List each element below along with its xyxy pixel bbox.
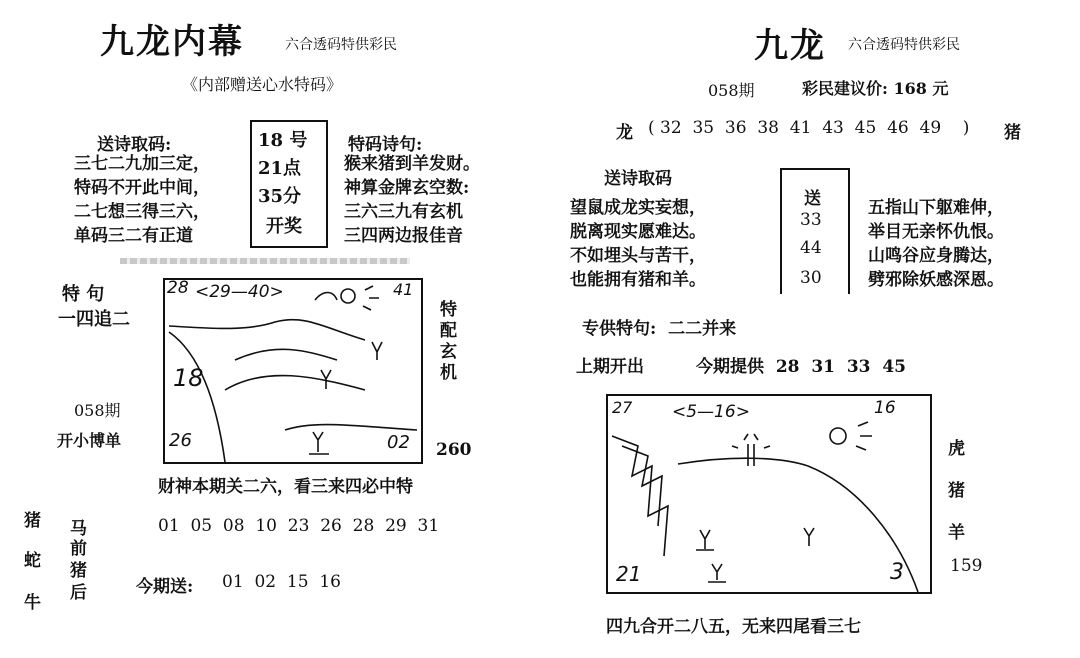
right-side-number: 159 (950, 556, 983, 576)
left-poem-label: 送诗取码: (97, 135, 172, 155)
right-verse-line-1: 五指山下躯难伸， (868, 198, 1004, 218)
left-poem-line-3: 二七想三得三六， (74, 202, 210, 222)
send-box-num-2: 44 (800, 238, 822, 258)
right-verse-line-4: 劈邪除妖感深恩。 (868, 270, 1004, 290)
right-poem-line-3: 不如埋头与苦干， (570, 246, 706, 266)
left-period: 058期 (74, 401, 121, 420)
send-box-label: 送 (804, 189, 821, 209)
right-pig-label: 猪 (1004, 123, 1021, 143)
draw-box-line-2: 21点 (258, 158, 302, 179)
left-caishen-line: 财神本期关二六，看三来四必中特 (158, 477, 413, 497)
right-sketch-range: <5—16> (672, 402, 750, 422)
left-sketch-tr: 41 (393, 280, 414, 299)
left-horse-2: 前 (70, 539, 87, 559)
left-phrase-value: 一四追二 (58, 309, 130, 330)
right-bottom-line: 四九合开二八五，无来四尾看三七 (606, 617, 861, 637)
left-title: 九龙内幕 (100, 22, 244, 62)
right-subtitle: 六合透码特供彩民 (848, 37, 960, 53)
right-sketch-br: 3 (890, 560, 904, 585)
left-phrase-label: 特 句 (62, 284, 105, 305)
right-dragon-numbers: ( 32 35 36 38 41 43 45 46 49 ) (648, 118, 970, 138)
left-poem-line-2: 特码不开此中间， (74, 178, 210, 198)
left-number-list: 01 05 08 10 23 26 28 29 31 (158, 516, 440, 536)
left-small-bet: 开小博单 (57, 431, 122, 450)
right-poem-label: 送诗取码 (604, 169, 672, 189)
left-sketch-left: 18 (173, 364, 204, 392)
left-poem-line-4: 单码三二有正道 (74, 226, 193, 246)
right-sketch-tr: 16 (874, 398, 896, 418)
draw-box-line-3: 35分 (258, 186, 302, 207)
left-sketch-br: 02 (387, 432, 410, 453)
right-special-phrase: 专供特句: 二二并来 (582, 319, 737, 339)
left-gift-line: 《内部赠送心水特码》 (182, 75, 343, 94)
left-zodiac-1: 猪 (24, 511, 41, 531)
right-poem-line-1: 望鼠成龙实妄想， (570, 198, 706, 218)
draw-box-line-1: 18 号 (258, 130, 308, 151)
right-sketch-drawing (608, 396, 930, 592)
smudged-strip (120, 258, 410, 264)
right-sketch-frame (606, 394, 932, 594)
left-zodiac-2: 蛇 (24, 551, 41, 571)
send-box-num-1: 33 (800, 210, 822, 230)
left-horse-1: 马 (70, 519, 87, 539)
left-poem-lines (74, 152, 210, 248)
right-provide-line: 今期提供 28 31 33 45 (696, 357, 906, 377)
left-horse-4: 后 (70, 583, 87, 603)
left-sketch-frame (163, 278, 423, 464)
left-zodiac-3: 牛 (24, 593, 41, 613)
right-poem-lines (570, 196, 706, 292)
left-sketch-drawing (165, 280, 421, 462)
draw-box-line-4: 开奖 (266, 216, 302, 237)
right-side-zodiac-2: 猪 (948, 481, 965, 501)
left-special-line-3: 三六三九有玄机 (344, 202, 463, 222)
left-side-number: 260 (436, 440, 472, 460)
left-special-label: 特码诗句: (348, 135, 423, 155)
right-title: 九龙 (754, 26, 826, 66)
right-side-zodiac-3: 羊 (948, 523, 965, 543)
left-sketch-bl: 26 (169, 430, 192, 451)
left-sketch-range: <29—40> (195, 282, 284, 302)
send-box-num-3: 30 (800, 268, 822, 288)
left-special-line-2: 神算金牌玄空数: (344, 178, 470, 198)
right-poem-line-2: 脱离现实愿难达。 (570, 222, 706, 242)
left-side-vertical: 特配玄机 (436, 300, 456, 384)
send-number-box (780, 168, 850, 294)
right-sketch-tl: 27 (612, 398, 633, 417)
left-send-label: 今期送: (136, 577, 194, 597)
left-sketch-tl: 28 (167, 278, 189, 298)
right-dragon-label: 龙 (616, 123, 633, 143)
left-special-line-1: 猴来猪到羊发财。 (344, 154, 480, 174)
right-last-draw-label: 上期开出 (576, 357, 644, 377)
right-price: 彩民建议价: 168 元 (802, 79, 949, 98)
left-poem-line-1: 三七二九加三定， (74, 154, 210, 174)
right-sketch-bl: 21 (616, 562, 642, 586)
draw-time-box (250, 120, 328, 248)
right-poem-line-4: 也能拥有猪和羊。 (570, 270, 706, 290)
left-special-line-4: 三四两边报佳音 (344, 226, 463, 246)
right-side-zodiac-1: 虎 (948, 439, 965, 459)
left-horse-3: 猪 (70, 561, 87, 581)
right-period: 058期 (708, 81, 755, 100)
left-subtitle: 六合透码特供彩民 (285, 37, 397, 53)
left-send-numbers: 01 02 15 16 (222, 572, 341, 592)
right-verse-line-3: 山鸣谷应身腾达， (868, 246, 1004, 266)
left-special-lines (344, 152, 480, 248)
right-verse-line-2: 举目无亲怀仇恨。 (868, 222, 1004, 242)
right-verse-lines (868, 196, 1004, 292)
